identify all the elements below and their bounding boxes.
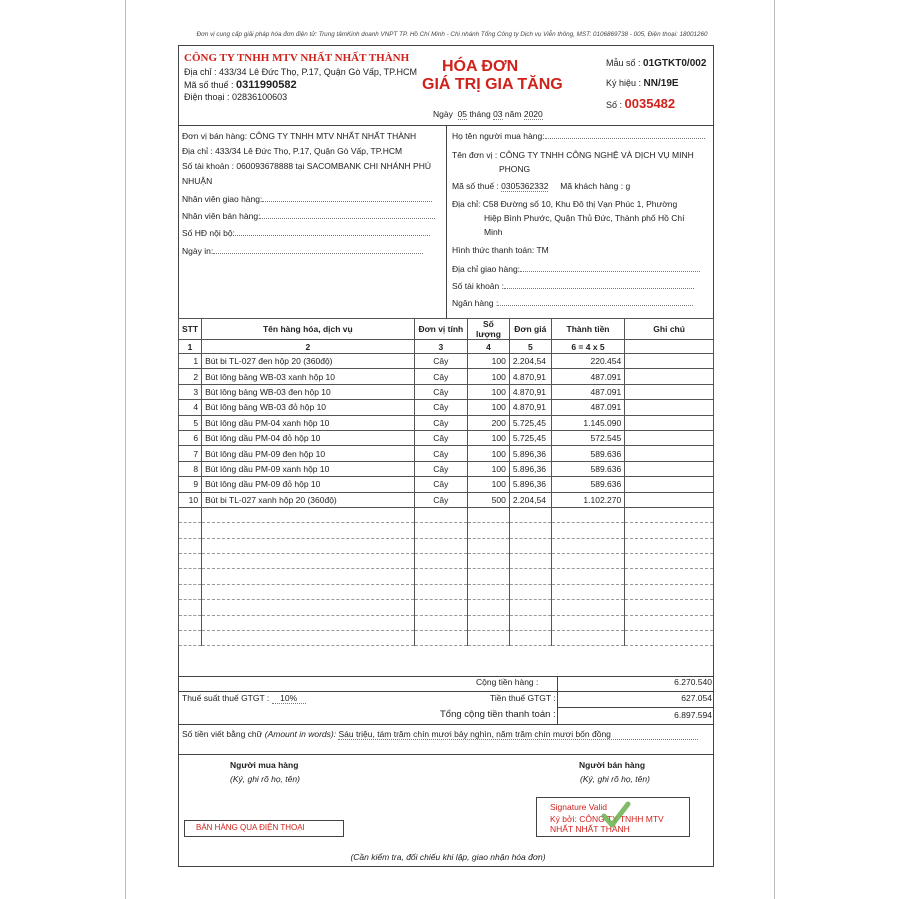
buyer-address-3: Minh xyxy=(484,227,503,237)
seller-account: Số tài khoản : 060093678888 tại SACOMBANK CHI NHÁNH PHÚ xyxy=(182,161,431,171)
table-cell: Bút lông dầu PM-09 xanh hộp 10 xyxy=(202,461,415,476)
buyer-unit-cont: PHONG xyxy=(499,164,531,174)
table-row xyxy=(179,461,714,476)
table-cell: Bút bi TL-027 đen hộp 20 (360độ) xyxy=(202,354,415,369)
table-empty-row xyxy=(179,600,714,615)
table-empty-row xyxy=(179,569,714,584)
signature-valid: Signature Valid xyxy=(550,802,608,812)
invoice-number: Số : 0035482 xyxy=(606,96,676,111)
table-cell: 100 xyxy=(468,354,510,369)
table-cell: 200 xyxy=(468,415,510,430)
table-cell xyxy=(625,477,714,492)
table-cell: Bút lông dầu PM-09 đen hộp 10 xyxy=(202,446,415,461)
table-cell: 589.636 xyxy=(551,446,624,461)
table-cell xyxy=(625,400,714,415)
seller-tax-code: Mã số thuế : 0311990582 xyxy=(184,79,297,91)
table-empty-row xyxy=(179,615,714,630)
table-cell: 1 xyxy=(179,354,202,369)
col-header-note: Ghi chú xyxy=(625,319,714,340)
table-cell: 100 xyxy=(468,400,510,415)
table-empty-row xyxy=(179,631,714,646)
table-cell: Bút lông bảng WB-03 đỏ hộp 10 xyxy=(202,400,415,415)
table-cell: Cây xyxy=(414,354,467,369)
table-cell: Cây xyxy=(414,430,467,445)
seller-company-name: CÔNG TY TNHH MTV NHẤT NHẤT THÀNH xyxy=(184,52,410,64)
amount-in-words: Số tiền viết bằng chữ (Amount in words): Sáu triệu, tám trăm chín mươi bảy nghìn, năm trăm chín mươi bốn đồng xyxy=(182,729,698,740)
table-cell: Bút lông dầu PM-09 đỏ hộp 10 xyxy=(202,477,415,492)
table-cell xyxy=(625,384,714,399)
col-header-stt: STT xyxy=(179,319,202,340)
seller-unit: Đơn vị bán hàng: CÔNG TY TNHH MTV NHẤT NHẤT THÀNH xyxy=(182,131,417,141)
table-cell xyxy=(625,461,714,476)
items-table xyxy=(178,318,714,646)
table-cell: 572.545 xyxy=(551,430,624,445)
table-cell: 8 xyxy=(179,461,202,476)
table-cell: Cây xyxy=(414,477,467,492)
buyer-unit: Tên đơn vị : CÔNG TY TNHH CÔNG NGHỆ VÀ DỊCH VỤ MINH xyxy=(452,150,694,160)
seller-signature-title: Người bán hàng xyxy=(579,760,646,770)
footer-note: (Cần kiểm tra, đối chiếu khi lập, giao nhận hóa đơn) xyxy=(350,852,546,862)
table-index-row: 1 2 3 4 5 6 = 4 x 5 xyxy=(179,340,714,354)
table-cell: 5.896,36 xyxy=(509,477,551,492)
table-cell: 100 xyxy=(468,430,510,445)
table-row xyxy=(179,354,714,369)
table-cell: 5.725,45 xyxy=(509,415,551,430)
buyer-signature-title: Người mua hàng xyxy=(230,760,299,770)
subtotal-value: 6.270.540 xyxy=(674,677,712,687)
table-empty-row xyxy=(179,584,714,599)
table-cell: Cây xyxy=(414,369,467,384)
table-cell: 4.870,91 xyxy=(509,400,551,415)
vat-rate: Thuế suất thuế GTGT : 10% xyxy=(182,693,306,704)
table-header-row xyxy=(179,319,714,340)
signature-signer: Ký bởi: CÔNG TY TNHH MTV xyxy=(550,814,664,824)
invoice-title-line1: HÓA ĐƠN xyxy=(442,58,519,75)
table-cell: 1.145.090 xyxy=(551,415,624,430)
delivery-staff: Nhân viên giao hàng: xyxy=(182,194,432,204)
seller-account-cont: NHUẬN xyxy=(182,176,213,186)
seller-phone: Điện thoại : 02836100603 xyxy=(184,92,288,102)
table-empty-row xyxy=(179,538,714,553)
buyer-bank: Ngân hàng : xyxy=(452,298,693,308)
col-header-name: Tên hàng hóa, dịch vụ xyxy=(202,319,415,340)
table-cell: 3 xyxy=(179,384,202,399)
table-cell: 487.091 xyxy=(551,400,624,415)
table-cell: 100 xyxy=(468,477,510,492)
buyer-address-2: Hiệp Bình Phước, Quận Thủ Đức, Thành phố Hồ Chí xyxy=(484,213,685,223)
table-row xyxy=(179,446,714,461)
invoice-date: Ngày 05 tháng 03 năm 2020 xyxy=(433,109,543,119)
table-cell: Bút lông dầu PM-04 đỏ hộp 10 xyxy=(202,430,415,445)
internal-contract-no: Số HĐ nội bộ: xyxy=(182,228,430,238)
form-number: Mẫu số : 01GTKT0/002 xyxy=(606,58,707,69)
table-cell: 1.102.270 xyxy=(551,492,624,507)
table-cell: Bút lông bảng WB-03 đen hộp 10 xyxy=(202,384,415,399)
table-cell: Bút lông bảng WB-03 xanh hộp 10 xyxy=(202,369,415,384)
table-cell: 487.091 xyxy=(551,369,624,384)
table-cell: 10 xyxy=(179,492,202,507)
table-empty-row xyxy=(179,554,714,569)
table-cell: 9 xyxy=(179,477,202,492)
table-empty-row xyxy=(179,507,714,522)
table-cell: 4.870,91 xyxy=(509,369,551,384)
table-cell: 220.454 xyxy=(551,354,624,369)
table-cell: 2.204,54 xyxy=(509,354,551,369)
table-cell: 5.725,45 xyxy=(509,430,551,445)
provider-note: Đơn vị cung cấp giải pháp hóa đơn điện tử: Trung tâmKinh doanh VNPT TP. Hồ Chí Minh - Chi nhánh Tổng Công ty Dịch vụ Viễn thông, MST: 0106869738 - 005, Điện thoại: 18001260 xyxy=(196,31,708,38)
table-cell: 100 xyxy=(468,446,510,461)
table-cell: Cây xyxy=(414,384,467,399)
col-header-amount: Thành tiền xyxy=(551,319,624,340)
table-empty-row xyxy=(179,523,714,538)
table-cell: Cây xyxy=(414,400,467,415)
col-header-qty: Số lượng xyxy=(468,319,510,340)
table-cell xyxy=(625,446,714,461)
table-cell: 4.870,91 xyxy=(509,384,551,399)
table-cell xyxy=(625,369,714,384)
vat-value: 627.054 xyxy=(681,693,712,703)
table-row xyxy=(179,430,714,445)
table-cell: 589.636 xyxy=(551,461,624,476)
table-cell: Bút lông dầu PM-04 xanh hộp 10 xyxy=(202,415,415,430)
table-cell: 100 xyxy=(468,461,510,476)
table-row xyxy=(179,477,714,492)
table-cell: 6 xyxy=(179,430,202,445)
table-cell: 4 xyxy=(179,400,202,415)
table-cell: Cây xyxy=(414,415,467,430)
payment-method: Hình thức thanh toán: TM xyxy=(452,245,549,255)
seller-address-2: Địa chỉ : 433/34 Lê Đức Thọ, P.17, Quận Gò Vấp, TP.HCM xyxy=(182,146,403,156)
phone-sale-label: BÁN HÀNG QUA ĐIỆN THOẠI xyxy=(196,823,305,832)
table-cell xyxy=(625,415,714,430)
table-cell: 589.636 xyxy=(551,477,624,492)
invoice-title-line2: GIÁ TRỊ GIA TĂNG xyxy=(422,76,563,93)
seller-address: Địa chỉ : 433/34 Lê Đức Thọ, P.17, Quận Gò Vấp, TP.HCM xyxy=(184,67,418,77)
table-cell: 100 xyxy=(468,369,510,384)
invoice-symbol: Ký hiệu : NN/19E xyxy=(606,78,679,89)
seller-signature-note: (Ký, ghi rõ họ, tên) xyxy=(580,774,650,784)
table-cell: 5.896,36 xyxy=(509,461,551,476)
table-cell: Cây xyxy=(414,492,467,507)
table-cell: Bút bi TL-027 xanh hộp 20 (360độ) xyxy=(202,492,415,507)
table-cell xyxy=(625,430,714,445)
table-row xyxy=(179,492,714,507)
total-value: 6.897.594 xyxy=(674,710,712,720)
table-cell: 2 xyxy=(179,369,202,384)
sales-staff: Nhân viên bán hàng: xyxy=(182,211,435,221)
table-cell: 5 xyxy=(179,415,202,430)
table-row xyxy=(179,400,714,415)
buyer-account: Số tài khoản : xyxy=(452,281,694,291)
table-cell: Cây xyxy=(414,461,467,476)
buyer-tax-code: Mã số thuế : 0305362332 Mã khách hàng : g xyxy=(452,181,631,191)
table-cell: 500 xyxy=(468,492,510,507)
shipping-address: Địa chỉ giao hàng: xyxy=(452,264,700,274)
table-cell xyxy=(625,492,714,507)
col-header-price: Đơn giá xyxy=(509,319,551,340)
subtotal-label: Cộng tiền hàng : xyxy=(476,677,539,687)
buyer-address: Địa chỉ: C58 Đường số 10, Khu Đô thị Vạn Phúc 1, Phường xyxy=(452,199,678,209)
col-header-unit: Đơn vị tính xyxy=(414,319,467,340)
table-row xyxy=(179,415,714,430)
table-cell: Cây xyxy=(414,446,467,461)
signature-signer-cont: NHẤT NHẤT THÀNH xyxy=(550,824,630,834)
table-cell: 7 xyxy=(179,446,202,461)
table-cell: 5.896,36 xyxy=(509,446,551,461)
buyer-name: Họ tên người mua hàng: xyxy=(452,131,705,141)
table-cell: 100 xyxy=(468,384,510,399)
table-row xyxy=(179,384,714,399)
table-cell: 2.204,54 xyxy=(509,492,551,507)
print-date: Ngày in: xyxy=(182,246,423,256)
table-row xyxy=(179,369,714,384)
table-cell xyxy=(625,354,714,369)
table-cell: 487.091 xyxy=(551,384,624,399)
buyer-signature-note: (Ký, ghi rõ họ, tên) xyxy=(230,774,300,784)
check-icon xyxy=(601,800,631,830)
total-label: Tổng cộng tiền thanh toán : xyxy=(440,709,556,720)
vat-label: Tiền thuế GTGT : xyxy=(490,693,556,703)
